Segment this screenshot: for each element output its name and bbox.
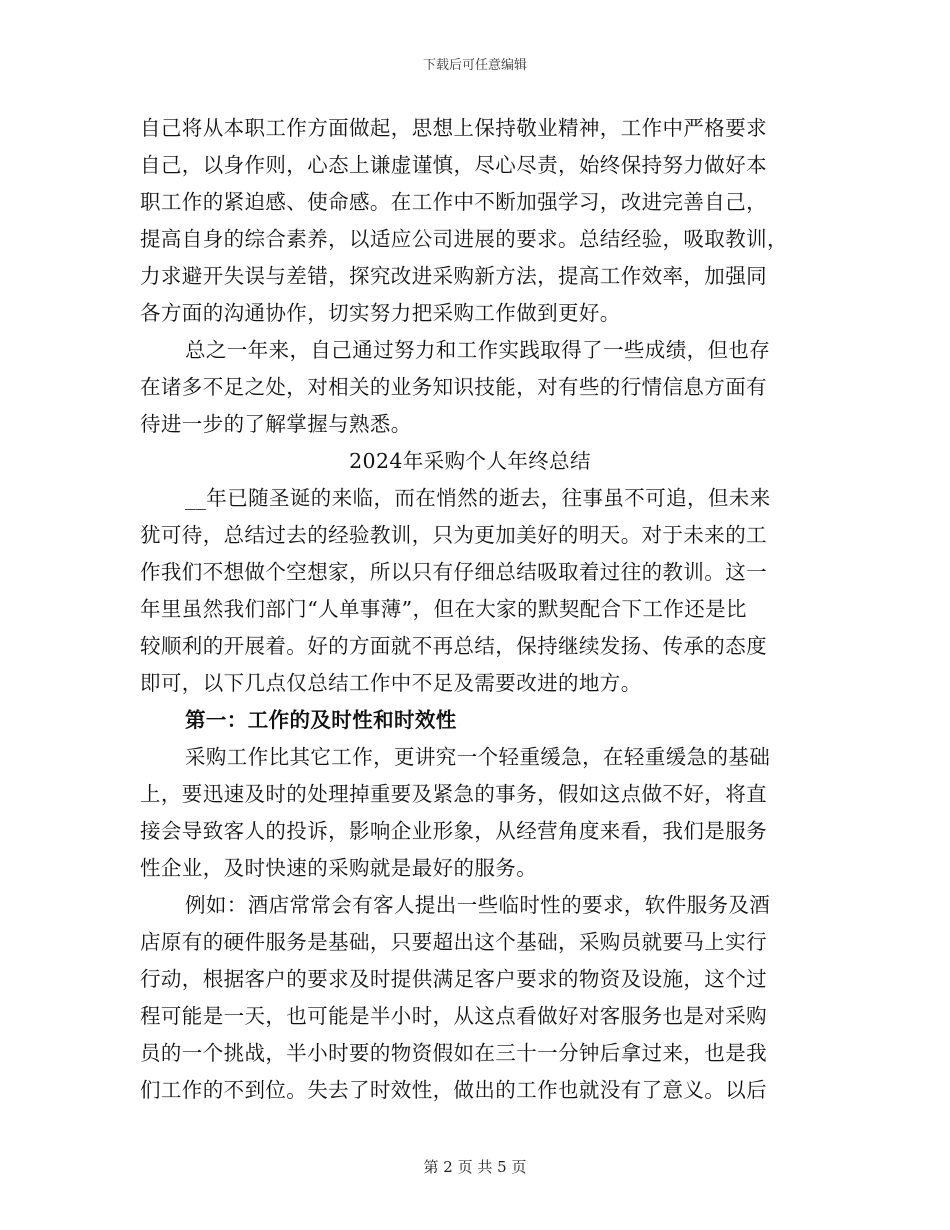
section-title: 2024年采购个人年终总结 (349, 449, 591, 473)
paragraph-line: 自己，以身作则，心态上谦虚谨慎，尽心尽责，始终保持努力做好本 (140, 153, 767, 177)
paragraph-line: 程可能是一天，也可能是半小时，从这点看做好对客服务也是对采购 (140, 1004, 767, 1028)
paragraph-line: 总之一年来，自己通过努力和工作实践取得了一些成绩，但也存 (185, 338, 771, 362)
subheading: 第一：工作的及时性和时效性 (185, 708, 457, 732)
paragraph-line: 职工作的紧迫感、使命感。在工作中不断加强学习，改进完善自己， (140, 190, 767, 214)
paragraph-line: 接会导致客人的投诉，影响企业形象，从经营角度来看，我们是服务 (140, 819, 767, 843)
paragraph-line: 员的一个挑战，半小时要的物资假如在三十一分钟后拿过来，也是我 (140, 1041, 767, 1065)
paragraph-line: 各方面的沟通协作，切实努力把采购工作做到更好。 (140, 301, 621, 325)
page-number: 第 2 页 共 5 页 (423, 1158, 527, 1176)
paragraph-line: 们工作的不到位。失去了时效性，做出的工作也就没有了意义。以后 (140, 1078, 767, 1102)
paragraph-line: 例如：酒店常常会有客人提出一些临时性的要求，软件服务及酒 (185, 893, 771, 917)
paragraph-line: 性企业，及时快速的采购就是最好的服务。 (140, 856, 538, 880)
paragraph-line: 上，要迅速及时的处理掉重要及紧急的事务，假如这点做不好，将直 (140, 782, 767, 806)
paragraph-line: 即可，以下几点仅总结工作中不足及需要改进的地方。 (140, 671, 642, 695)
paragraph-line: 力求避开失误与差错，探究改进采购新方法，提高工作效率，加强同 (140, 264, 767, 288)
document-body (140, 110, 800, 1109)
paragraph-line: 店原有的硬件服务是基础，只要超出这个基础，采购员就要马上实行 (140, 930, 767, 954)
paragraph-line: 年里虽然我们部门“人单事薄”，但在大家的默契配合下工作还是比 (140, 597, 747, 621)
paragraph-line: 犹可待，总结过去的经验教训，只为更加美好的明天。对于未来的工 (140, 523, 767, 547)
paragraph-line: 自己将从本职工作方面做起，思想上保持敬业精神，工作中严格要求 (140, 116, 767, 140)
paragraph-line: 作我们不想做个空想家，所以只有仔细总结吸取着过往的教训。这一 (140, 560, 767, 584)
paragraph-line: 提高自身的综合素养，以适应公司进展的要求。总结经验，吸取教训， (140, 227, 788, 251)
paragraph-line: 行动，根据客户的要求及时提供满足客户要求的物资及设施，这个过 (140, 967, 767, 991)
paragraph-line: __年已随圣诞的来临，而在悄然的逝去，往事虽不可追，但未来 (185, 486, 771, 510)
paragraph-line: 采购工作比其它工作，更讲究一个轻重缓急，在轻重缓急的基础 (185, 745, 771, 769)
paragraph-line: 在诸多不足之处，对相关的业务知识技能，对有些的行情信息方面有 (140, 375, 767, 399)
page-header: 下载后可任意编辑 (422, 58, 527, 73)
paragraph-line: 较顺利的开展着。好的方面就不再总结，保持继续发扬、传承的态度 (140, 634, 767, 658)
paragraph-line: 待进一步的了解掌握与熟悉。 (140, 412, 412, 436)
